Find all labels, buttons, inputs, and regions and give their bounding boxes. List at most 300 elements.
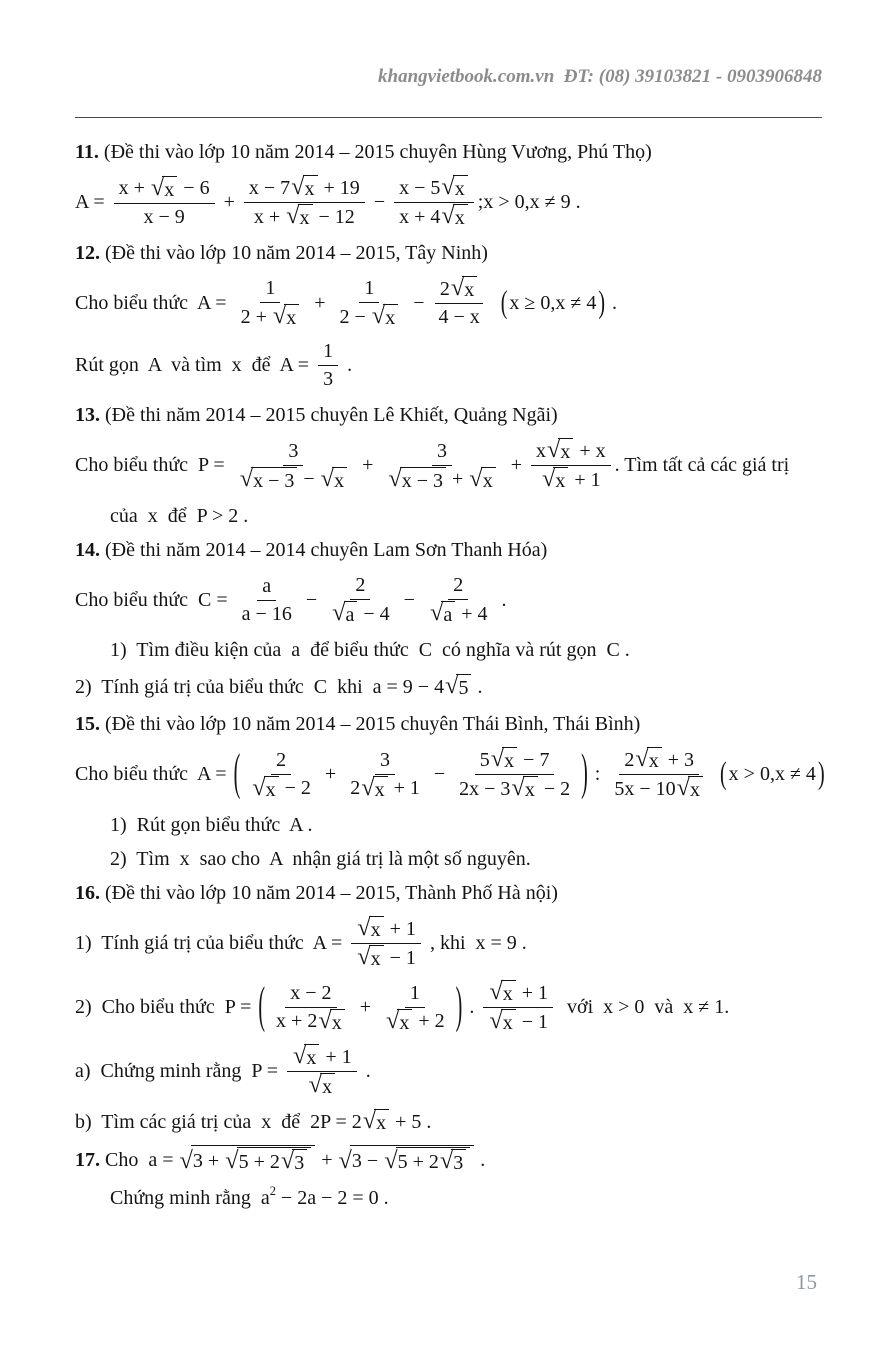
paren: ( xyxy=(258,978,266,1035)
denominator xyxy=(271,1008,351,1035)
radicand xyxy=(330,1009,345,1035)
text-run: + xyxy=(354,996,376,1018)
text-run: − xyxy=(368,191,391,213)
text-run: x xyxy=(524,779,535,801)
numerator xyxy=(244,175,365,203)
radical-sign: √ xyxy=(441,173,455,201)
denominator xyxy=(234,466,353,493)
paren: ( xyxy=(233,745,241,802)
radicand xyxy=(383,304,398,330)
radical-sign: √ xyxy=(291,173,305,201)
sqrt xyxy=(635,747,661,773)
line xyxy=(75,239,862,267)
line xyxy=(75,276,862,330)
radicand xyxy=(369,945,384,971)
text-run: x xyxy=(454,207,465,229)
text-run: + xyxy=(447,468,469,490)
line xyxy=(75,1145,862,1175)
radicand xyxy=(400,467,446,493)
text-run: x xyxy=(334,469,345,492)
text-run: − 6 xyxy=(178,177,210,199)
text-run: 3 xyxy=(453,1152,464,1174)
sqrt xyxy=(384,1147,470,1175)
text-run: x xyxy=(306,1047,317,1069)
text-run: + xyxy=(505,454,527,476)
line xyxy=(75,339,862,392)
denominator xyxy=(326,600,395,627)
numerator xyxy=(435,276,483,304)
denominator xyxy=(303,1072,341,1099)
line xyxy=(75,1044,862,1099)
fraction xyxy=(236,276,306,330)
text-run: + 1 xyxy=(388,777,420,799)
text-run: 1 xyxy=(265,277,276,299)
fraction xyxy=(335,276,405,330)
line xyxy=(110,502,862,530)
text-run: 3 xyxy=(323,368,334,390)
denominator xyxy=(483,1008,553,1035)
radical-sign: √ xyxy=(320,464,335,492)
page-header xyxy=(75,44,822,118)
sqrt xyxy=(677,776,703,802)
text-run: − 2a − 2 = 0 . xyxy=(275,1186,389,1209)
text-run: x ≥ 0,x ≠ 4 xyxy=(509,291,597,314)
fraction xyxy=(483,980,553,1035)
sqrt xyxy=(441,204,467,230)
text-run xyxy=(489,292,499,315)
text-run: 1) Tính giá trị của biểu thức A = xyxy=(75,932,348,954)
numerator xyxy=(285,981,336,1008)
text-run: − 4 xyxy=(358,602,390,625)
sqrt xyxy=(318,1006,344,1035)
problem xyxy=(75,710,862,873)
radical-sign: √ xyxy=(371,302,386,330)
sqrt xyxy=(388,464,446,493)
radicand xyxy=(456,674,471,700)
text-run: 2) Cho biểu thức P = xyxy=(75,996,257,1018)
radicand xyxy=(369,916,384,942)
text-run: x xyxy=(299,207,310,229)
text-run: x xyxy=(454,178,465,200)
sqrt xyxy=(441,175,467,201)
line xyxy=(75,138,862,166)
radicand xyxy=(292,1149,307,1175)
sqrt xyxy=(225,1147,311,1175)
text-run: , khi x = 9 . xyxy=(424,932,527,954)
denominator xyxy=(246,775,316,802)
radicand xyxy=(453,204,468,230)
sqrt xyxy=(273,304,299,330)
line xyxy=(75,536,862,564)
sqrt xyxy=(320,464,347,493)
radical-sign: √ xyxy=(239,464,254,492)
text-run: x − 3 xyxy=(401,469,444,492)
problems xyxy=(75,132,862,1218)
text-run: − xyxy=(428,763,451,785)
radical-sign: √ xyxy=(450,274,465,302)
text-run: (Đề thi năm 2014 – 2015 chuyên Lê Khiết, Quảng Ngãi) xyxy=(100,403,558,426)
radical-sign: √ xyxy=(439,1147,454,1175)
paren: ) xyxy=(455,978,463,1035)
text-run: − 2 xyxy=(279,777,311,799)
sqrt xyxy=(445,674,471,700)
fraction xyxy=(531,438,611,493)
text-run: 2 xyxy=(355,574,366,596)
text-run: Cho biểu thức C = xyxy=(75,588,233,611)
text-run: x + xyxy=(253,205,286,228)
text-run: với x > 0 và x ≠ 1. xyxy=(557,996,730,1018)
sqrt xyxy=(339,1145,475,1175)
sqrt xyxy=(281,1149,307,1175)
text-run: x xyxy=(322,1076,333,1098)
text-run: 3 xyxy=(380,748,391,771)
fraction xyxy=(433,276,484,330)
text-run: (Đề thi vào lớp 10 năm 2014 – 2015, Thành Phố Hà nội) xyxy=(100,881,558,904)
fraction xyxy=(114,173,215,230)
text-run: 5 + 2 xyxy=(238,1151,280,1173)
text-run: − 1 xyxy=(384,946,416,969)
text-run: . Tìm tất cả các giá trị xyxy=(614,454,790,476)
sqrt xyxy=(511,776,537,802)
radicand xyxy=(332,467,347,493)
radical-sign: √ xyxy=(511,774,525,802)
text-run: 3 xyxy=(294,1152,305,1174)
text-run: x xyxy=(286,307,297,329)
text-run: x xyxy=(560,441,571,463)
sqrt xyxy=(386,1006,412,1035)
text-run: x xyxy=(304,178,315,200)
text-run: 1 xyxy=(409,981,420,1004)
denominator xyxy=(454,775,575,802)
fraction xyxy=(237,574,297,627)
fraction xyxy=(351,916,421,971)
text-run: . xyxy=(496,588,507,611)
radical-sign: √ xyxy=(429,599,444,627)
text-run: + x xyxy=(574,439,606,462)
text-run: x xyxy=(370,948,381,970)
denominator xyxy=(609,775,709,802)
problem xyxy=(75,401,862,530)
sqrt xyxy=(542,467,568,493)
text-run: a xyxy=(345,604,355,626)
paren: ( xyxy=(720,756,727,792)
radical-sign: √ xyxy=(635,745,649,773)
sqrt xyxy=(491,747,517,773)
numerator xyxy=(351,916,421,944)
paren: ) xyxy=(817,756,825,792)
denominator xyxy=(335,303,405,330)
text-run: + xyxy=(218,191,240,213)
sqrt xyxy=(363,1109,389,1135)
line xyxy=(75,1108,862,1136)
superscript: 2 xyxy=(269,1184,276,1198)
radical-sign: √ xyxy=(676,774,690,802)
problem xyxy=(75,879,862,1136)
text-run: 2 xyxy=(276,748,287,771)
numerator xyxy=(432,439,452,466)
radicand xyxy=(237,1147,312,1175)
numerator xyxy=(287,1044,357,1072)
text-run: x xyxy=(331,1011,342,1034)
text-run: + xyxy=(309,291,331,314)
numerator xyxy=(283,439,303,466)
text-run: x xyxy=(370,919,381,941)
radicand xyxy=(191,1145,315,1175)
denominator xyxy=(536,466,606,493)
radicand xyxy=(396,1147,471,1175)
radicand xyxy=(320,1073,335,1099)
sqrt xyxy=(451,276,477,302)
text-run: 3 xyxy=(288,439,299,462)
denominator xyxy=(138,204,189,230)
radical-sign: √ xyxy=(308,1071,323,1099)
radicand xyxy=(373,776,388,802)
text-run: − 1 xyxy=(516,1010,549,1033)
denominator xyxy=(394,203,474,230)
text-run: + 19 xyxy=(318,176,360,199)
line xyxy=(75,916,862,971)
radical-sign: √ xyxy=(338,1147,352,1175)
fraction xyxy=(382,439,501,493)
text-run: 1 xyxy=(323,340,334,362)
text-run: x xyxy=(385,307,396,329)
text-run: − 2 xyxy=(538,777,571,800)
line xyxy=(75,710,862,738)
problem-number: 16. xyxy=(75,881,100,904)
text-run: − xyxy=(398,588,420,611)
sqrt xyxy=(150,173,177,202)
numerator xyxy=(260,276,280,303)
text-run: + 1 xyxy=(320,1045,352,1068)
radical-sign: √ xyxy=(357,914,371,942)
radical-sign: √ xyxy=(272,302,287,330)
text-run: x − 2 xyxy=(290,981,332,1004)
text-run: a xyxy=(443,604,453,626)
problem-number: 14. xyxy=(75,538,100,561)
radicand xyxy=(350,1145,474,1175)
problem xyxy=(75,1145,862,1212)
line xyxy=(75,438,862,493)
line xyxy=(75,673,862,701)
problem-number: 11. xyxy=(75,140,99,163)
radicand xyxy=(481,467,496,493)
fraction xyxy=(609,747,709,802)
radical-sign: √ xyxy=(541,465,556,493)
fraction xyxy=(318,339,338,392)
text-run: . xyxy=(464,996,480,1018)
sqrt xyxy=(440,1149,466,1175)
radicand xyxy=(374,1109,389,1135)
numerator xyxy=(405,981,425,1008)
radical-sign: √ xyxy=(490,745,505,773)
problem xyxy=(75,239,862,392)
text-run: Cho biểu thức A = xyxy=(75,291,232,314)
sqrt xyxy=(357,945,383,971)
denominator xyxy=(433,304,484,330)
text-run: x xyxy=(265,778,276,801)
radical-sign: √ xyxy=(286,202,300,230)
text-run: 2 xyxy=(350,777,361,799)
text-run: x xyxy=(482,469,493,492)
fraction xyxy=(345,748,425,802)
text-run: Chứng minh rằng a xyxy=(110,1186,270,1209)
text-run: Cho biểu thức P = xyxy=(75,454,230,476)
text-run: 5 xyxy=(479,748,490,771)
problem-number: 13. xyxy=(75,403,100,426)
text-run: x − 5 xyxy=(399,176,441,199)
radical-sign: √ xyxy=(386,1006,400,1034)
text-run: + 1 xyxy=(516,981,549,1004)
paren: ) xyxy=(598,284,606,320)
line xyxy=(75,401,862,429)
fraction xyxy=(394,175,474,230)
text-run: + 1 xyxy=(569,468,601,491)
text-run: + xyxy=(316,1148,338,1171)
text-run: x xyxy=(690,779,700,801)
text-run: x xyxy=(502,983,513,1005)
text-run: x xyxy=(502,1012,513,1034)
fraction xyxy=(454,747,575,802)
numerator xyxy=(318,339,338,366)
problem xyxy=(75,536,862,701)
text-run: 2) Tính giá trị của biểu thức C khi a = 9 − 4 xyxy=(75,675,445,698)
text-run: ;x > 0,x ≠ 9 . xyxy=(477,191,581,213)
radical-sign: √ xyxy=(441,202,455,230)
line xyxy=(75,879,862,907)
text-run: x xyxy=(555,470,566,492)
text-run: (Đề thi vào lớp 10 năm 2014 – 2015 chuyên Hùng Vương, Phú Thọ) xyxy=(98,140,652,163)
radical-sign: √ xyxy=(361,773,375,801)
radical-sign: √ xyxy=(362,1107,377,1135)
radicand xyxy=(298,204,313,230)
radical-sign: √ xyxy=(388,464,402,492)
fraction xyxy=(234,439,353,493)
text-run: (Đề thi vào lớp 10 năm 2014 – 2015 chuyên Thái Bình, Thái Bình) xyxy=(100,712,641,735)
text-run: x xyxy=(648,750,659,772)
text-run: + 2 xyxy=(413,1010,445,1032)
text-run: b) Tìm các giá trị của x để 2P = 2 xyxy=(75,1110,362,1133)
radicand xyxy=(501,980,516,1006)
text-run: x xyxy=(535,439,546,462)
text-run: . xyxy=(475,1148,486,1171)
sqrt xyxy=(180,1145,316,1175)
paren: ( xyxy=(500,284,508,320)
fraction xyxy=(287,1044,357,1099)
radicand xyxy=(441,601,455,627)
radical-sign: √ xyxy=(357,943,371,971)
problem-number: 15. xyxy=(75,712,100,735)
numerator xyxy=(257,574,276,601)
text-run: . xyxy=(472,675,483,698)
radical-sign: √ xyxy=(384,1147,398,1175)
text-run: . xyxy=(607,291,618,314)
fraction xyxy=(380,981,450,1035)
text-run: + xyxy=(357,454,379,476)
radical-sign: √ xyxy=(469,464,483,492)
sqrt xyxy=(489,980,515,1006)
line xyxy=(110,845,862,873)
text-run: x xyxy=(504,750,515,772)
radical-sign: √ xyxy=(489,978,503,1006)
text-run: 3 + xyxy=(192,1150,225,1172)
text-run: 1 xyxy=(364,277,375,299)
radicand xyxy=(397,1009,412,1035)
radical-sign: √ xyxy=(280,1147,295,1175)
denominator xyxy=(382,466,501,493)
denominator xyxy=(249,203,360,230)
line xyxy=(110,811,862,839)
text-run: 2 xyxy=(439,277,450,300)
sqrt xyxy=(430,601,455,627)
radicand xyxy=(344,601,358,627)
radical-sign: √ xyxy=(332,599,346,627)
text-run: x > 0,x ≠ 4 xyxy=(728,763,816,785)
radical-sign: √ xyxy=(225,1147,239,1175)
text-run: − 7 xyxy=(518,748,550,771)
numerator xyxy=(114,173,215,204)
sqrt xyxy=(309,1073,335,1099)
problem-number: 17. xyxy=(75,1148,100,1171)
radical-sign: √ xyxy=(179,1147,193,1175)
text-run: + 5 . xyxy=(390,1110,432,1133)
text-run: x + xyxy=(118,177,150,199)
sqrt xyxy=(252,773,278,802)
radicand xyxy=(264,776,279,802)
text-run: − xyxy=(408,291,430,314)
radicand xyxy=(284,304,299,330)
text-run: a) Chứng minh rằng P = xyxy=(75,1060,284,1082)
radical-sign: √ xyxy=(150,173,165,201)
text-run: : xyxy=(589,763,606,785)
text-run: a − 16 xyxy=(241,602,292,625)
radicand xyxy=(251,467,297,493)
denominator xyxy=(237,601,297,627)
text-run: 2 xyxy=(624,748,635,771)
radicand xyxy=(162,176,177,202)
text-run: 2 xyxy=(453,574,464,596)
numerator xyxy=(375,748,395,775)
sqrt xyxy=(286,204,312,230)
text-run: . xyxy=(360,1060,371,1082)
radicand xyxy=(304,1044,319,1070)
text-run: 3 − xyxy=(351,1150,384,1172)
line xyxy=(110,1184,862,1212)
text-run: (Đề thi năm 2014 – 2014 chuyên Lam Sơn Thanh Hóa) xyxy=(100,538,548,561)
numerator xyxy=(619,747,699,775)
text-run: (Đề thi vào lớp 10 năm 2014 – 2015, Tây Ninh) xyxy=(100,241,488,264)
text-run: của x để P > 2 . xyxy=(110,504,249,527)
radicand xyxy=(502,747,517,773)
numerator xyxy=(271,748,291,775)
radicand xyxy=(501,1009,516,1035)
denominator xyxy=(345,775,425,802)
text-run: 5 xyxy=(458,677,469,699)
text-run: 3 xyxy=(437,439,448,462)
fraction xyxy=(244,175,365,230)
text-run: − xyxy=(300,588,323,611)
text-run: + 1 xyxy=(384,917,416,940)
radicand xyxy=(688,776,703,802)
text-run xyxy=(713,763,718,786)
text-run: 1) Rút gọn biểu thức A . xyxy=(110,813,313,836)
numerator xyxy=(531,438,611,466)
fraction xyxy=(326,573,395,627)
radical-sign: √ xyxy=(293,1042,307,1070)
radicand xyxy=(462,276,477,302)
page-footer xyxy=(75,1270,862,1295)
text-run: A = xyxy=(75,191,110,213)
text-run: 4 − x xyxy=(438,306,480,328)
